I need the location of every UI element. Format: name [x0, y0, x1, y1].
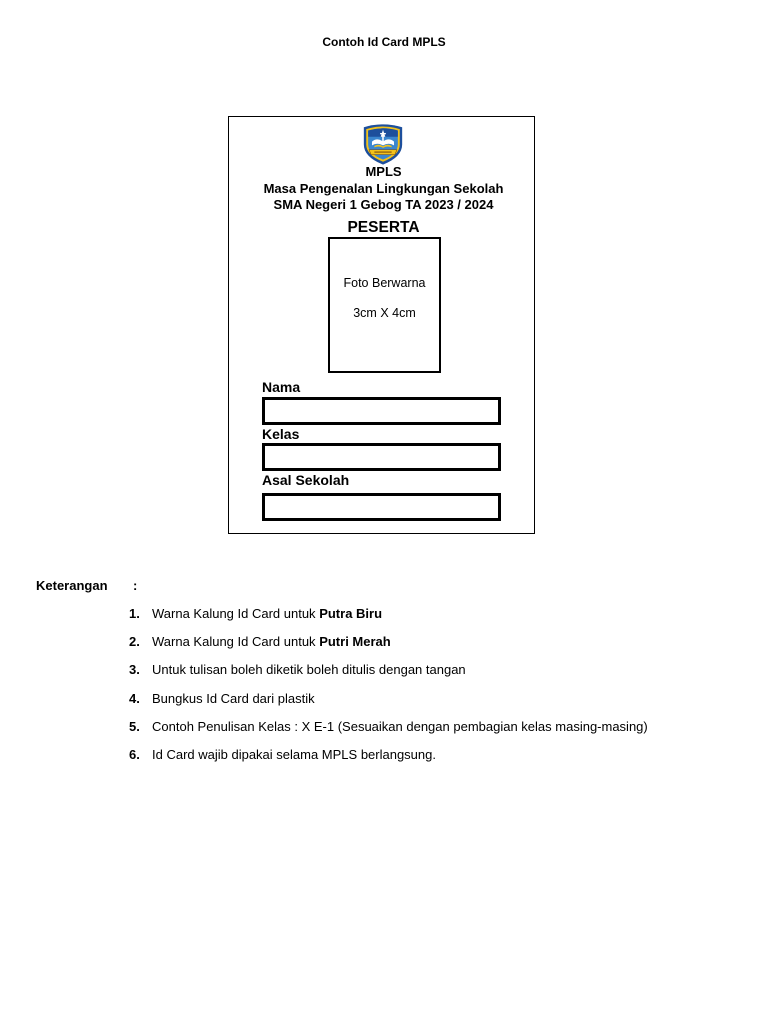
list-item [0, 719, 768, 747]
note-text: Bungkus Id Card dari plastik [152, 690, 315, 706]
field-label-nama: Nama [262, 379, 301, 395]
photo-box [328, 237, 441, 373]
note-text: Contoh Penulisan Kelas : X E-1 (Sesuaikan dengan pembagian kelas masing-masing) [152, 718, 648, 734]
card-subtitle: Masa Pengenalan Lingkungan Sekolah [263, 181, 504, 196]
note-text: Warna Kalung Id Card untuk [152, 634, 316, 650]
card-heading: MPLS [365, 164, 402, 179]
field-box-asal-sekolah [262, 493, 501, 521]
list-item [0, 747, 768, 775]
list-item [0, 606, 768, 634]
list-item [0, 634, 768, 662]
note-number: 6. [129, 746, 140, 762]
notes-list [0, 606, 768, 775]
note-number: 5. [129, 718, 140, 734]
note-text: Warna Kalung Id Card untuk [152, 606, 316, 621]
note-emphasis: Putri Merah [319, 634, 391, 650]
list-item [0, 691, 768, 719]
field-box-nama [262, 397, 501, 425]
note-text-container [152, 606, 382, 622]
note-number: 2. [129, 634, 140, 650]
note-emphasis: Putra Biru [319, 606, 383, 621]
notes-label: Keterangan [36, 578, 108, 593]
field-label-asal-sekolah: Asal Sekolah [262, 472, 350, 488]
page-title: Contoh Id Card MPLS [322, 35, 446, 49]
field-box-kelas [262, 443, 501, 471]
note-text: Id Card wajib dipakai selama MPLS berlangsung. [152, 746, 436, 762]
photo-caption: Foto Berwarna [343, 276, 426, 290]
school-emblem-icon [360, 121, 406, 166]
note-text: Untuk tulisan boleh diketik boleh ditulis dengan tangan [152, 662, 466, 678]
id-card [228, 116, 535, 534]
photo-size: 3cm X 4cm [353, 306, 416, 320]
note-text-container [152, 634, 391, 650]
field-label-kelas: Kelas [262, 426, 300, 442]
school-emblem-graphic [360, 121, 406, 166]
notes-separator: : [133, 578, 138, 593]
note-number: 4. [129, 690, 140, 706]
note-number: 3. [129, 662, 140, 678]
list-item [0, 662, 768, 690]
card-school: SMA Negeri 1 Gebog TA 2023 / 2024 [273, 197, 494, 212]
card-role: PESERTA [347, 219, 420, 236]
note-number: 1. [129, 606, 140, 621]
